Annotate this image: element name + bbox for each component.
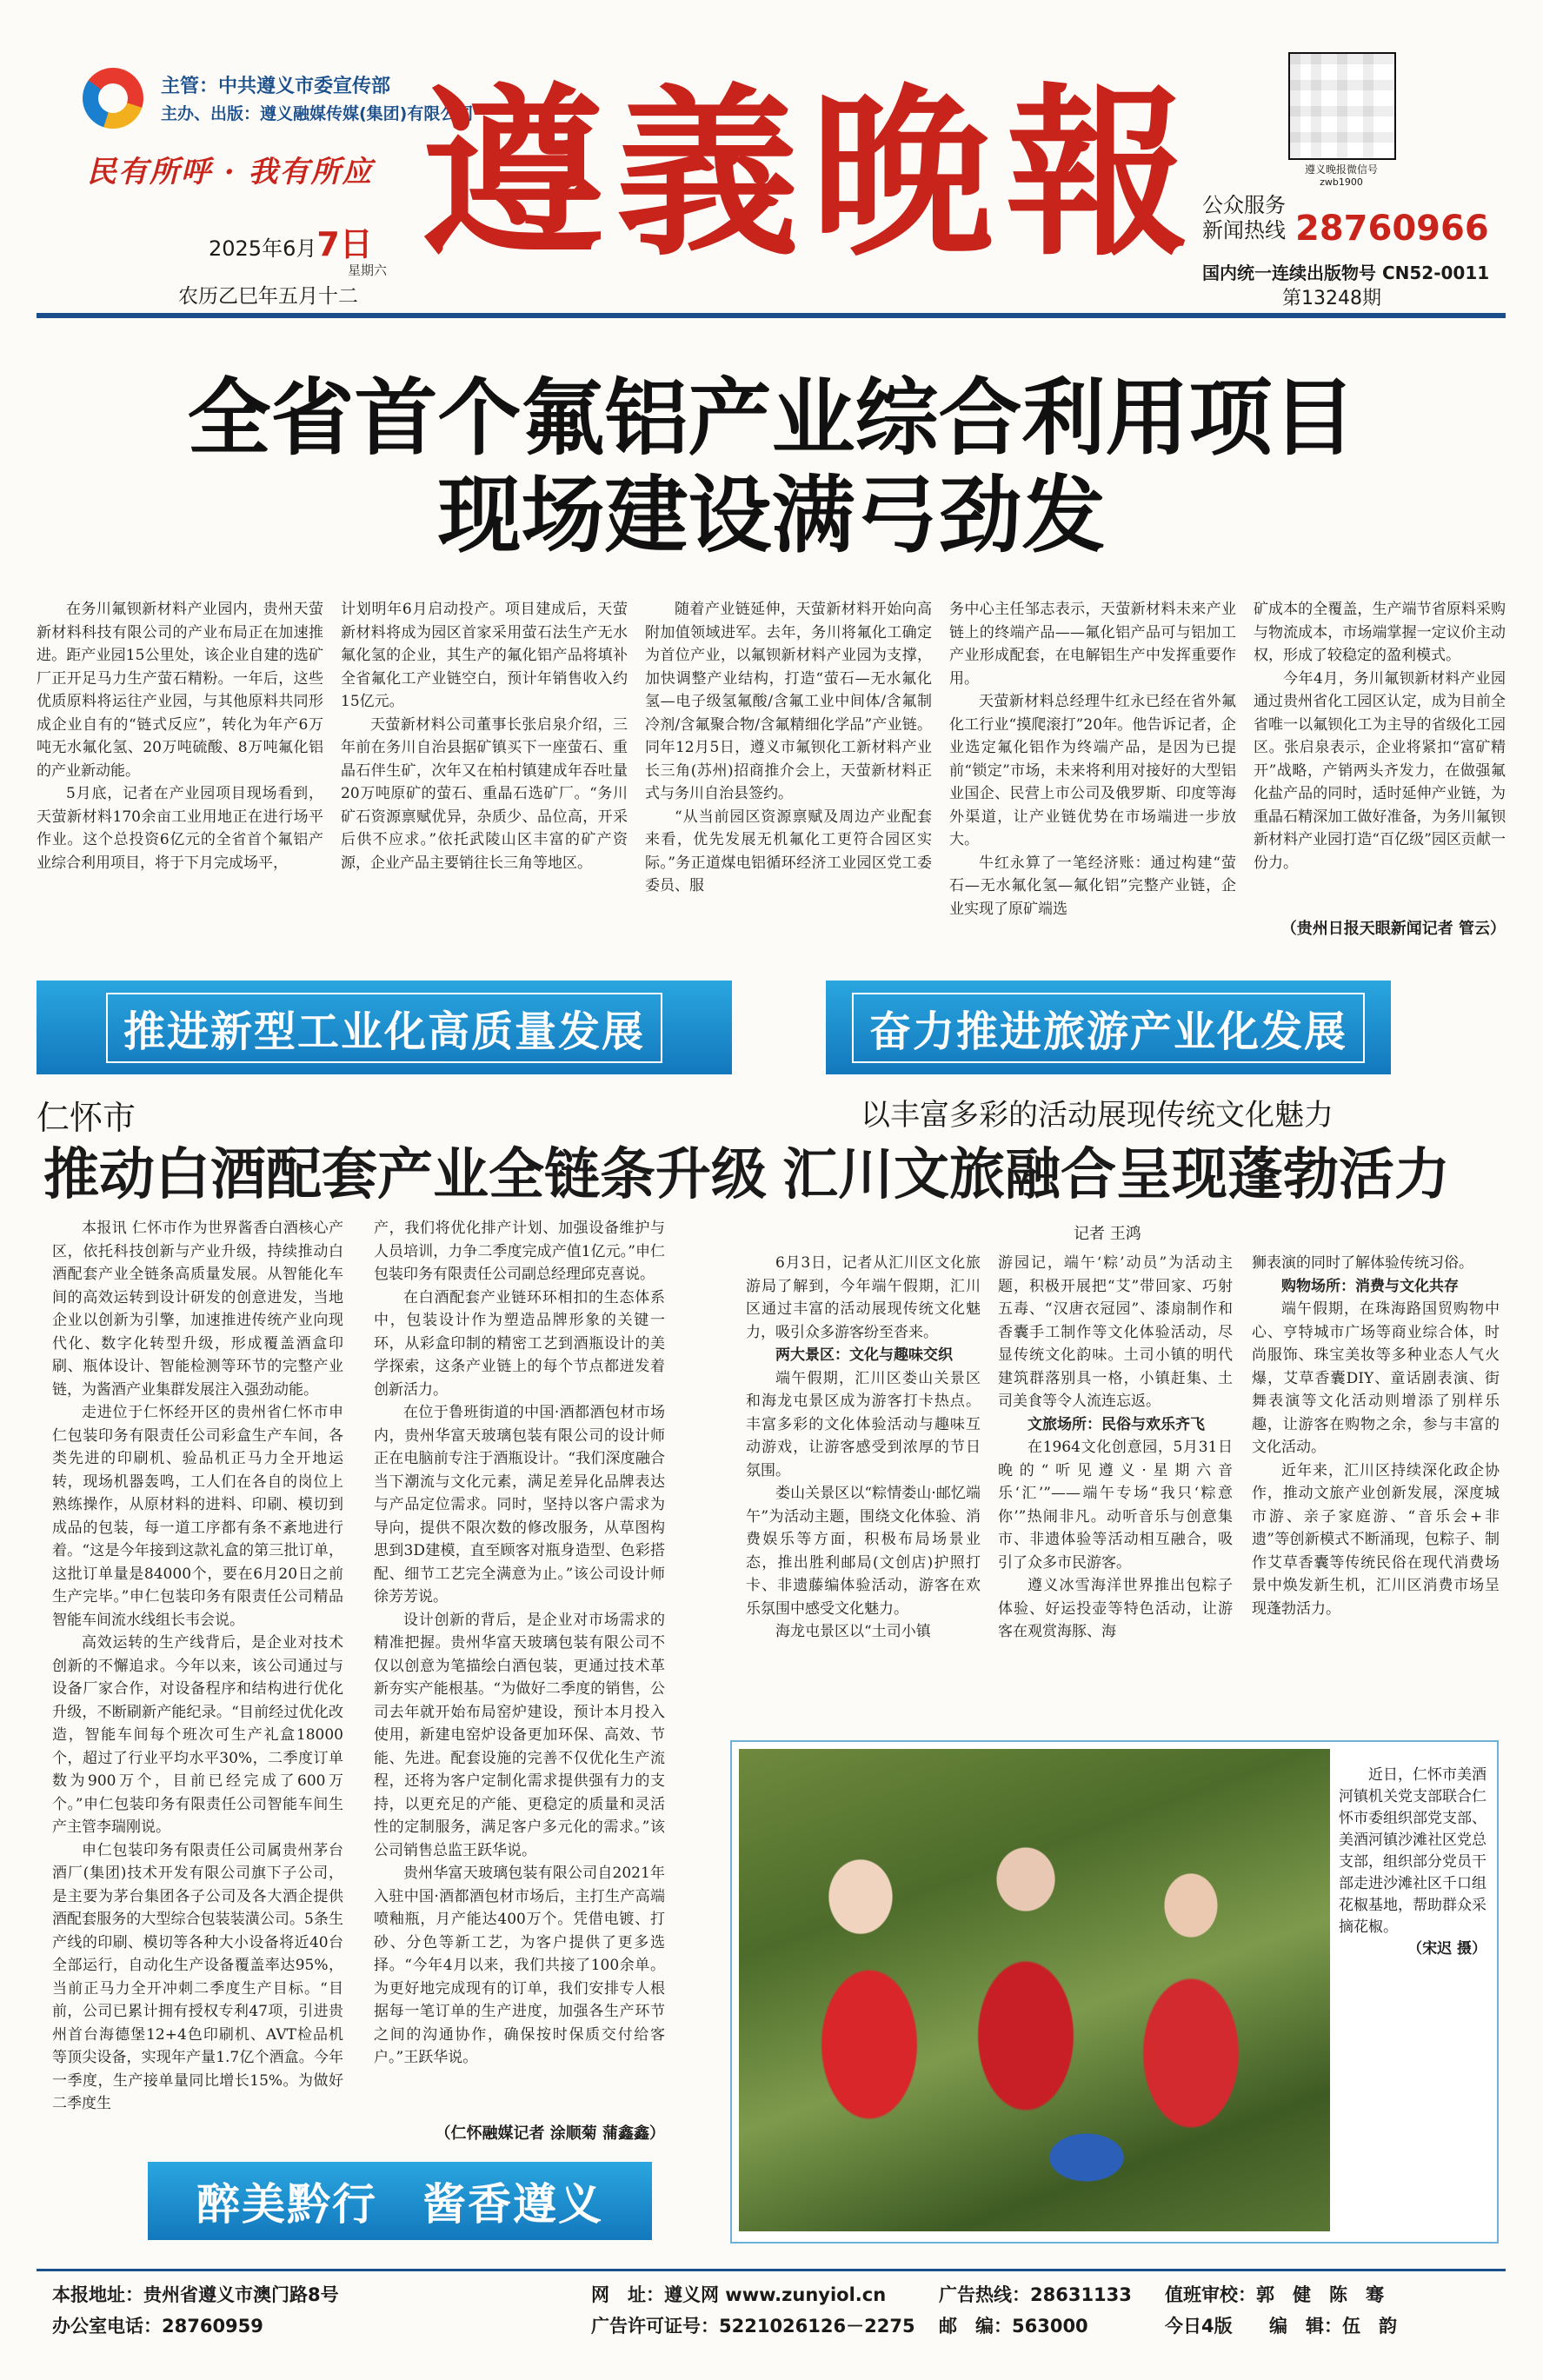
paragraph: 今年4月，务川氟钡新材料产业园通过贵州省化工园区认定，成为目前全省唯一以氟钡化工为主导的省级化工园区。张启泉表示，企业将紧扣“富矿精开”战略，产销两头齐发力，在做强氟化盐产品的同时，适时延伸产业链，为重晶石精深加工做好准备，为务川氟钡新材料产业园打造“百亿级”园区贡献一份力。 (1254, 669, 1506, 872)
section-banner-tourism-text: 奋力推进旅游产业化发展 (852, 993, 1365, 1063)
huichuan-byline: 记者 王鸿 (1074, 1225, 1141, 1243)
renhuai-col-1 (52, 1217, 343, 2156)
weekday: 星期六 (348, 263, 388, 278)
paragraph: 端午假期，在珠海路国贸购物中心、亨特城市广场等商业综合体，时尚服饰、珠宝美妆等多种业态人气火爆，艾草香囊DIY、童话剧表演、街舞表演等文化活动则增添了别样乐趣，让游客在购物之余，参与丰富的文化活动。 (1252, 1300, 1500, 1456)
bottom-slogan-banner: 醉美黔行 酱香遵义 (148, 2162, 652, 2240)
qr-code-icon[interactable] (1288, 52, 1396, 160)
publisher-line: 主办、出版：遵义融媒传媒(集团)有限公司 (161, 104, 474, 123)
newspaper-title: 遵義晚報 (422, 66, 1201, 281)
slogan: 民有所呼 · 我有所应 (87, 155, 374, 189)
photo-credit: （宋迟 摄） (1407, 1940, 1486, 1958)
footer-postcode: 邮 编：563000 (939, 2316, 1088, 2337)
photo-caption (1339, 1765, 1486, 1960)
subhead: 购物场所：消费与文化共存 (1281, 1277, 1459, 1295)
paragraph: 海龙屯景区以“土司小镇 (775, 1623, 931, 1640)
paragraph: 牛红永算了一笔经济账：通过构建“萤石—无水氟化氢—氟化铝”完整产业链，企业实现了原矿端选 (949, 854, 1236, 918)
news-photo-pepper-picking[interactable] (739, 1749, 1330, 2231)
footer-address: 本报地址：贵州省遵义市澳门路8号 (52, 2284, 339, 2305)
huichuan-subtitle: 以丰富多彩的活动展现传统文化魅力 (861, 1098, 1333, 1133)
paragraph: 矿成本的全覆盖，生产端节省原料采购与物流成本，市场端掌握一定议价主动权，形成了较稳定的盈利模式。 (1254, 601, 1506, 664)
huichuan-col-2 (998, 1252, 1233, 1721)
footer-ad-hotline: 广告热线：28631133 (939, 2284, 1132, 2305)
paragraph: 随着产业链延伸，天萤新材料开始向高附加值领域进军。去年，务川将氟化工确定为首位产业，以氟钡新材料产业园为支撑，加快调整产业结构，打造“萤石—无水氟化氢—电子级氢氟酸/含氟工业中间体/含氟制冷剂/含氟聚合物/含氟精细化学品”产业链。同年12月5日，遵义市氟钡化工新材料产业长三角(苏州)招商推介会上，天萤新材料正式与务川自治县签约。 (645, 601, 932, 802)
main-headline[interactable] (52, 369, 1491, 564)
subhead: 两大景区：文化与趣味交织 (775, 1346, 953, 1364)
lead-article-col-1 (37, 598, 323, 946)
paragraph: 走进位于仁怀经开区的贵州省仁怀市申仁包装印务有限责任公司彩盒生产车间，各类先进的印刷机、验品机正马力全开地运转，现场机器轰鸣，工人们在各自的岗位上熟练操作，从原材料的进料、印刷、模切到成品的包装，每一道工序都有条不紊地进行着。“这是今年接到这款礼盒的第三批订单，这批订单量是84000个，要在6月20日之前生产完毕。”申仁包装印务有限责任公司精品智能车间流水线组长韦会说。 (52, 1404, 343, 1629)
renhuai-credit: （仁怀融媒记者 涂顺菊 蒲鑫鑫） (435, 2124, 665, 2143)
lead-article-col-2 (341, 598, 628, 946)
paragraph: 在1964文化创意园，5月31日晚的“听见遵义·星期六音乐‘汇’”——端午专场“我只‘粽意你’”热闹非凡。动听音乐与创意集市、非遗体验等活动相互融合，吸引了众多市民游客。 (998, 1439, 1233, 1572)
paragraph: 天萤新材料总经理牛红永已经在省外氟化工行业“摸爬滚打”20年。他告诉记者，企业选定氟化铝作为终端产品，是因为已提前“锁定”市场，未来将利用对接好的大型铝业国企、民营上市公司及俄罗斯、印度等海外渠道，让产业链优势在市场端进一步放大。 (949, 693, 1236, 848)
hotline-label-text: 公众服务 新闻热线 (1202, 193, 1286, 243)
renhuai-col-2 (374, 1217, 665, 2086)
paragraph: 游园记，端午‘粽’动员”为活动主题，积极开展把“艾”带回家、巧射五毒、“汉唐衣冠园”、漆扇制作和香囊手工制作等文化体验活动，尽显传统文化韵味。土司小镇的明代建筑群落别具一格，小镇赶集、土司美食等令人流连忘返。 (998, 1254, 1233, 1410)
photo-caption-text: 近日，仁怀市美酒河镇机关党支部联合仁怀市委组织部党支部、美酒河镇沙滩社区党总支部，组织部分党员干部走进沙滩社区千口组花椒基地，帮助群众采摘花椒。 (1339, 1766, 1486, 1936)
subhead: 文旅场所：民俗与欢乐齐飞 (1028, 1415, 1205, 1433)
footer-editor: 编 辑：伍 韵 (1269, 2316, 1397, 2337)
footer-office-phone: 办公室电话：28760959 (52, 2316, 263, 2337)
issue-date (209, 217, 373, 265)
hotline-label (1202, 193, 1286, 243)
headline-line-2: 现场建设满弓劲发 (437, 467, 1106, 564)
paragraph: 5月底，记者在产业园项目现场看到，天萤新材料170余亩工业用地正在进行场平作业。这个总投资6亿元的全省首个氟铝产业综合利用项目，将于下月完成场平， (37, 785, 323, 872)
paragraph: 娄山关景区以“粽情娄山·邮忆端午”为活动主题，围绕文化体验、消费娱乐等方面，积极布局场景业态，推出胜利邮局(文创店)护照打卡、非遗藤编体验活动，游客在欢乐氛围中感受文化魅力。 (746, 1485, 981, 1618)
masthead-divider (37, 313, 1506, 318)
huichuan-col-1 (746, 1252, 981, 1721)
paragraph: 申仁包装印务有限责任公司属贵州茅台酒厂(集团)技术开发有限公司旗下子公司，是主要为茅台集团各子公司及各大酒企提供酒配套服务的大型综合包装装潢公司。5条生产线的印刷、模切等各种大小设备将近40台全部运行，自动化生产设备覆盖率达95%，当前正马力全开冲刺二季度生产目标。“目前，公司已累计拥有授权专利47项，引进贵州首台海德堡12+4色印刷机、AVT检品机等顶尖设备，实现年产量1.7亿个酒盒。今年一季度，生产接单量同比增长15%。为做好二季度生 (52, 1841, 343, 2112)
lunar-date: 农历乙巳年五月十二 (178, 285, 358, 308)
paragraph: 在位于鲁班街道的中国·酒都酒包材市场内，贵州华富天玻璃包装有限公司的设计师正在电脑前专注于酒瓶设计。“我们深度融合当下潮流与文化元素，满足差异化品牌表达与产品定位需求。同时，坚持以客户需求为导向，提供不限次数的修改服务，从草图构思到3D建模，直至顾客对瓶身造型、色彩搭配、细节工艺完全满意为止。”该公司设计师徐芳芳说。 (374, 1404, 665, 1606)
paragraph: 端午假期，汇川区娄山关景区和海龙屯景区成为游客打卡热点。丰富多彩的文化体验活动与趣味互动游戏，让游客感受到浓厚的节日氛围。 (746, 1369, 981, 1479)
section-banner-industry[interactable] (37, 981, 732, 1074)
paragraph: 高效运转的生产线背后，是企业对技术创新的不懈追求。今年以来，该公司通过与设备厂家合作，对设备程序和结构进行优化升级，不断刷新产能纪录。“目前经过优化改造，智能车间每个班次可生产礼盒18000个，超过了行业平均水平30%，二季度订单数为900万个，目前已经完成了600万个。”申仁包装印务有限责任公司智能车间生产主管李瑞刚说。 (52, 1634, 343, 1836)
huichuan-col-3 (1252, 1252, 1500, 1721)
paragraph: 近年来，汇川区持续深化政企协作，推动文旅产业创新发展，深度城市游、亲子家庭游、“音乐会+非遗”等创新模式不断涌现，包粽子、制作艾草香囊等传统民俗在现代消费场景中焕发新生机，汇川区消费市场呈现蓬勃活力。 (1252, 1461, 1500, 1618)
paragraph: 狮表演的同时了解体验传统习俗。 (1252, 1254, 1473, 1272)
paragraph: 务中心主任邹志表示，天萤新材料未来产业链上的终端产品——氟化铝产品可与铝加工产业形成配套，在电解铝生产中发挥重要作用。 (949, 601, 1236, 688)
paragraph: 设计创新的背后，是企业对市场需求的精准把握。贵州华富天玻璃包装有限公司不仅以创意为笔描绘白酒包装，更通过技术革新夯实产能根基。“为做好二季度的销售，公司去年就开始布局窑炉建设，预计本月投入使用，新建电窑炉设备更加环保、高效、节能、先进。配套设施的完善不仅优化生产流程，还将为客户定制化需求提供强有力的支持，以更充足的产能、更稳定的质量和灵活性的定制服务，满足客户多元化的需求。”该公司销售总监王跃华说。 (374, 1611, 665, 1859)
date-day: 7日 (316, 225, 373, 263)
paragraph: 在白酒配套产业链环环相扣的生态体系中，包装设计作为塑造品牌形象的关键一环，从彩盒印制的精密工艺到酒瓶设计的美学探索，这条产业链上的每个节点都迸发着创新活力。 (374, 1288, 665, 1399)
lead-article-col-5 (1254, 598, 1506, 911)
date-prefix: 2025年6月 (209, 236, 317, 261)
issue-number: 第13248期 (1282, 288, 1381, 309)
footer-pages: 今日4版 (1165, 2316, 1233, 2337)
newspaper-logo-emblem (83, 68, 143, 129)
paragraph: 产，我们将优化排产计划、加强设备维护与人员培训，力争二季度完成产值1亿元。”申仁包装印务有限责任公司副总经理邱克喜说。 (374, 1220, 665, 1283)
paragraph: 遵义冰雪海洋世界推出包粽子体验、好运投壶等特色活动，让游客在观赏海豚、海 (998, 1577, 1233, 1640)
footer-divider (37, 2269, 1506, 2271)
huichuan-article-title[interactable]: 汇川文旅融合呈现蓬勃活力 (782, 1143, 1450, 1207)
paragraph: “从当前园区资源禀赋及周边产业配套来看，优先发展无机氟化工更符合园区实际。”务正道煤电铝循环经济工业园区党工委委员、服 (645, 808, 932, 894)
paragraph: 计划明年6月启动投产。项目建成后，天萤新材料将成为园区首家采用萤石法生产无水氟化氢的企业，其生产的氟化铝产品将填补全省氟化工产业链空白，预计年销售收入约15亿元。 (341, 601, 628, 710)
paragraph: 6月3日，记者从汇川区文化旅游局了解到，今年端午假期，汇川区通过丰富的活动展现传统文化魅力，吸引众多游客纷至沓来。 (746, 1254, 981, 1341)
sponsor-line: 主管：中共遵义市委宣传部 (161, 76, 391, 97)
footer-ad-license: 广告许可证号：5221026126－2275 (591, 2316, 915, 2337)
paragraph: 本报讯 仁怀市作为世界酱香白酒核心产区，依托科技创新与产业升级，持续推动白酒配套产业全链条高质量发展。从智能化车间的高效运转到设计研发的创意进发，当地企业以创新为引擎，加速推进传统产业向现代化、数字化转型升级，形成覆盖酒盒印刷、瓶体设计、智能检测等环节的完整产业链，为酱酒产业集群发展注入强劲动能。 (52, 1220, 343, 1399)
lead-article-credit: （贵州日报天眼新闻记者 管云） (1280, 920, 1506, 938)
headline-line-1: 全省首个氟铝产业综合利用项目 (187, 369, 1356, 467)
paragraph: 贵州华富天玻璃包装有限公司自2021年入驻中国·酒都酒包材市场后，主打生产高端喷釉瓶，月产能达400万个。凭借电镀、打砂、分色等新工艺，为客户提供了更多选择。“今年4月以来，我们共接了100余单。为更好地完成现有的订单，我们安排专人根据每一笔订单的生产进度，加强各生产环节之间的沟通协作，确保按时保质交付给客户。”王跃华说。 (374, 1865, 665, 2066)
section-banner-industry-text: 推进新型工业化高质量发展 (106, 993, 662, 1063)
renhuai-subtitle: 仁怀市 (37, 1099, 136, 1137)
lead-article-col-4 (949, 598, 1236, 946)
cn-serial-number: 国内统一连续出版物号 CN52-0011 (1202, 263, 1490, 283)
paragraph: 天萤新材料公司董事长张启泉介绍，三年前在务川自治县据矿镇买下一座萤石、重晶石伴生矿，次年又在柏村镇建成年吞吐量20万吨原矿的萤石、重晶石选矿厂。“务川矿石资源禀赋优异，杂质少、品位高，开采后供不应求。”依托武陵山区丰富的矿产资源，企业产品主要销往长三角等地区。 (341, 715, 628, 872)
footer-website[interactable]: 网 址：遵义网 www.zunyiol.cn (591, 2284, 887, 2305)
qr-caption: 遵义晚报微信号 (1304, 163, 1378, 176)
renhuai-article-title[interactable]: 推动白酒配套产业全链条升级 (43, 1143, 767, 1207)
paragraph: 在务川氟钡新材料产业园内，贵州天萤新材料科技有限公司的产业布局正在加速推进。距产业园15公里处，该企业自建的选矿厂正开足马力生产萤石精粉。一年后，这些优质原料将运往产业园，与其他原料共同形成企业自有的“链式反应”，转化为年产6万吨无水氟化氢、20万吨硫酸、8万吨氟化铝的产业新动能。 (37, 601, 323, 780)
lead-article-col-3 (645, 598, 932, 946)
hotline-number: 28760966 (1295, 209, 1489, 249)
qr-id: zwb1900 (1320, 176, 1363, 188)
section-banner-tourism[interactable] (826, 981, 1391, 1074)
footer-duty-review: 值班审校：郭 健 陈 骞 (1165, 2284, 1384, 2305)
